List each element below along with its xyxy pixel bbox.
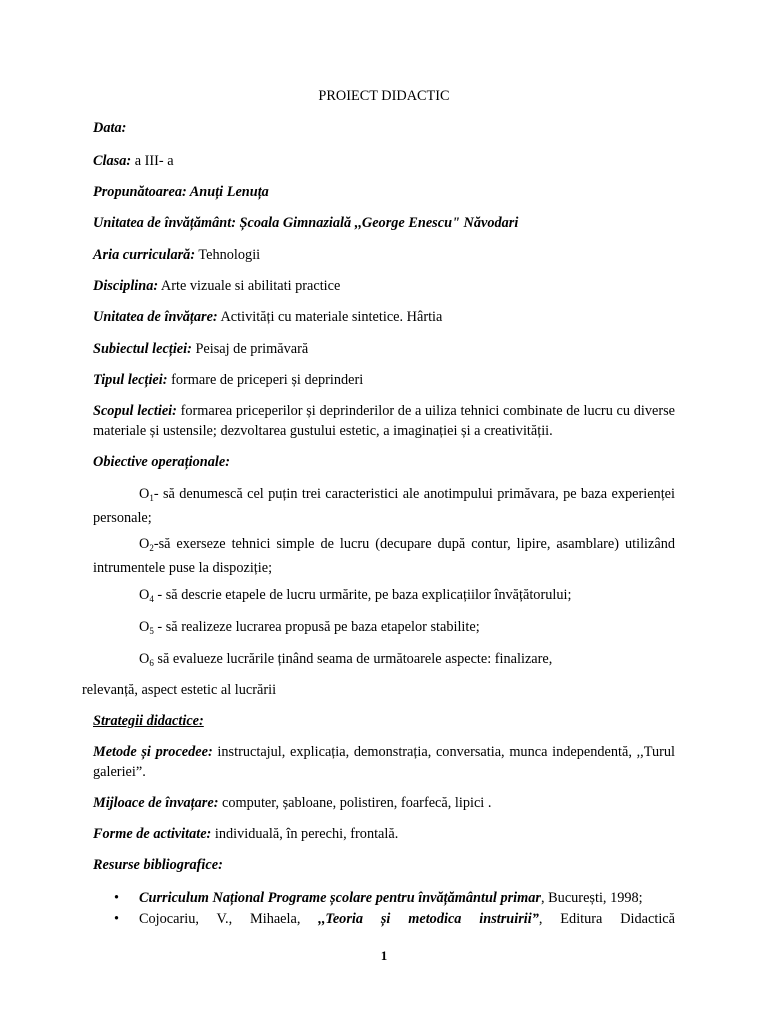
subiect-value: Peisaj de primăvară <box>191 341 309 357</box>
scop-value: formarea priceperilor și deprinderilor de a uiliza tehnici combinate de lucru cu diverse materiale și ustensile; dezvoltarea gustului estetic, a imaginației și a creativității. <box>93 403 676 439</box>
bib2-title: ,,Teoria și metodica instruirii” <box>318 911 539 927</box>
aria-label: Aria curriculară: <box>93 247 196 263</box>
o6-subscript: 6 <box>149 658 154 668</box>
resurse-label: Resurse bibliografice: <box>93 857 223 873</box>
field-propunator <box>93 182 675 202</box>
propunator-text: Propunătoarea: Anuți Lenuța <box>93 184 269 200</box>
o4-subscript: 4 <box>149 594 154 604</box>
field-scop <box>93 401 675 441</box>
aria-value: Tehnologii <box>195 247 261 263</box>
unitate-label: Unitatea de învățământ: <box>93 215 236 231</box>
o4-text: - să descrie etapele de lucru urmărite, pe baza explicațiilor învățătorului; <box>153 587 572 603</box>
o5-text: - să realizeze lucrarea propusă pe baza etapelor stabilite; <box>153 619 480 635</box>
o4-letter: O <box>139 587 150 603</box>
invatare-value: Activități cu materiale sintetice. Hârtia <box>217 309 443 325</box>
strategii-label: Strategii didactice: <box>93 713 204 729</box>
bibliography-item-2 <box>139 909 675 929</box>
clasa-value: a III- a <box>131 153 174 169</box>
bib2-rest: , Editura Didactică <box>538 911 676 927</box>
field-obiective <box>93 452 675 472</box>
o1-text: - să denumescă cel puțin trei caracteristici ale anotimpului primăvara, pe baza experienței personale; <box>93 486 675 526</box>
field-subiect <box>93 339 675 359</box>
metode-label: Metode și procedee: <box>93 744 213 760</box>
tipul-label: Tipul lecției: <box>93 372 168 388</box>
bib1-title: Curriculum Național Programe școlare pentru învățământul primar <box>139 890 541 906</box>
o2-letter: O <box>139 536 150 552</box>
o6-letter: O <box>139 651 150 667</box>
mijloace-value: computer, șabloane, polistiren, foarfecă, lipici . <box>218 795 492 811</box>
field-metode <box>93 742 675 782</box>
field-unitate <box>93 213 675 233</box>
o2-text: -să exerseze tehnici simple de lucru (decupare după contur, lipire, asamblare) utilizând intrumentele puse la dispoziție; <box>93 536 675 576</box>
scop-label: Scopul lectiei: <box>93 403 177 419</box>
o5-subscript: 5 <box>149 626 154 636</box>
field-unitate-invatare <box>93 307 675 327</box>
objective-o6-continuation: relevanță, aspect estetic al lucrării <box>82 682 277 698</box>
bib1-rest: , București, 1998; <box>540 890 643 906</box>
o5-letter: O <box>139 619 150 635</box>
page-number: 1 <box>380 948 388 963</box>
forme-label: Forme de activitate: <box>93 826 212 842</box>
mijloace-label: Mijloace de învațare: <box>93 795 219 811</box>
clasa-label: Clasa: <box>93 153 132 169</box>
field-data <box>93 118 675 138</box>
subiect-label: Subiectul lecției: <box>93 341 192 357</box>
o6-text: să evalueze lucrările ținând seama de următoarele aspecte: finalizare, <box>153 651 553 667</box>
bullet-icon: • <box>114 911 120 927</box>
objective-o1 <box>93 484 675 528</box>
field-clasa <box>93 151 675 171</box>
field-forme <box>93 824 675 844</box>
o2-subscript: 2 <box>149 543 154 553</box>
bibliography-item-1 <box>139 888 675 908</box>
data-label: Data: <box>93 120 127 136</box>
field-aria <box>93 245 675 265</box>
objective-o6 <box>139 649 721 673</box>
forme-value: individuală, în perechi, frontală. <box>211 826 399 842</box>
bullet-icon: • <box>114 890 120 906</box>
bib2-authors: Cojocariu, V., Mihaela, <box>139 911 319 927</box>
disciplina-value: Arte vizuale si abilitati practice <box>158 278 341 294</box>
tipul-value: formare de priceperi și deprinderi <box>167 372 364 388</box>
document-title: PROIECT DIDACTIC <box>318 88 450 104</box>
field-tipul <box>93 370 675 390</box>
metode-value: instructajul, explicația, demonstrația, conversatia, munca independentă, ,,Turul galeriei”. <box>93 744 675 780</box>
field-resurse <box>93 855 675 875</box>
field-mijloace <box>93 793 675 813</box>
field-strategii <box>93 711 675 731</box>
objective-o4 <box>139 585 721 609</box>
unitate-value: Școala Gimnazială ,,George Enescu" Năvodari <box>235 215 519 231</box>
o1-letter: O <box>139 486 150 502</box>
o1-subscript: 1 <box>149 493 154 503</box>
obiective-label: Obiective operaționale: <box>93 454 230 470</box>
invatare-label: Unitatea de învățare: <box>93 309 218 325</box>
objective-o5 <box>139 617 721 641</box>
disciplina-label: Disciplina: <box>93 278 159 294</box>
objective-o2 <box>93 534 675 578</box>
field-disciplina <box>93 276 675 296</box>
